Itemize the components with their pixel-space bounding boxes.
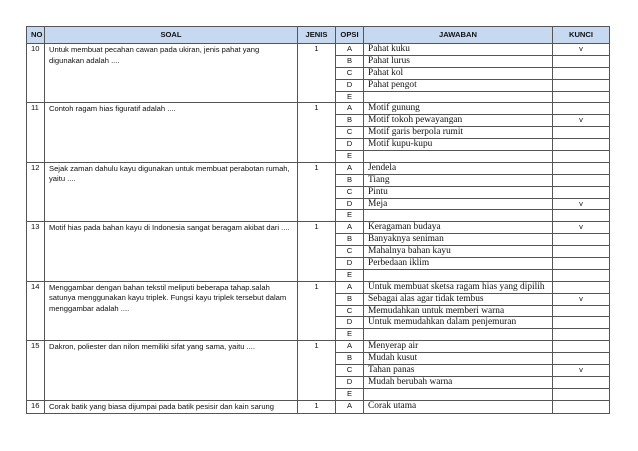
answer-key — [553, 186, 610, 198]
option-letter: D — [336, 198, 364, 210]
answer-text: Banyaknya seniman — [364, 234, 553, 246]
answer-text: Motif tokoh pewayangan — [364, 115, 553, 127]
question-text: Untuk membuat pecahan cawan pada ukiran, jenis pahat yang digunakan adalah .... — [45, 44, 298, 103]
option-letter: A — [336, 222, 364, 234]
answer-text: Mahalnya bahan kayu — [364, 246, 553, 258]
header-jenis: JENIS — [298, 27, 336, 44]
table-row — [27, 400, 610, 413]
answer-text: Keragaman budaya — [364, 222, 553, 234]
answer-text: Perbedaan iklim — [364, 258, 553, 270]
question-type: 1 — [298, 400, 336, 413]
answer-text: Jendela — [364, 162, 553, 174]
option-letter: B — [336, 115, 364, 127]
answer-text: Pahat kol — [364, 67, 553, 79]
question-type: 1 — [298, 103, 336, 162]
header-kunci: KUNCI — [553, 27, 610, 44]
answer-key — [553, 246, 610, 258]
option-letter: C — [336, 365, 364, 377]
answer-text — [364, 329, 553, 341]
option-letter: C — [336, 246, 364, 258]
answer-text: Pahat lurus — [364, 55, 553, 67]
answer-key: v — [553, 293, 610, 305]
answer-key — [553, 79, 610, 91]
answer-key — [553, 329, 610, 341]
option-letter: D — [336, 376, 364, 388]
answer-key: v — [553, 222, 610, 234]
option-letter: A — [336, 400, 364, 413]
header-soal: SOAL — [45, 27, 298, 44]
option-letter: B — [336, 174, 364, 186]
table-row — [27, 341, 610, 353]
answer-key — [553, 388, 610, 400]
answer-key: v — [553, 115, 610, 127]
option-letter: A — [336, 44, 364, 56]
option-letter: D — [336, 79, 364, 91]
answer-text: Meja — [364, 198, 553, 210]
answer-key — [553, 376, 610, 388]
answer-text: Motif garis berpola rumit — [364, 127, 553, 139]
answer-key — [553, 353, 610, 365]
question-text: Menggambar dengan bahan tekstil meliputi beberapa tahap.salah satunya menggunakan kayu triplek. Fungsi kayu triplek tersebut dalam menggambar adalah .... — [45, 281, 298, 340]
option-letter: A — [336, 103, 364, 115]
option-letter: E — [336, 269, 364, 281]
question-text: Sejak zaman dahulu kayu digunakan untuk membuat perabotan rumah, yaitu .... — [45, 162, 298, 221]
answer-key: v — [553, 44, 610, 56]
table-body — [27, 44, 610, 414]
question-number: 11 — [27, 103, 45, 162]
option-letter: C — [336, 186, 364, 198]
table-row — [27, 222, 610, 234]
table-row — [27, 44, 610, 56]
option-letter: E — [336, 388, 364, 400]
option-letter: B — [336, 353, 364, 365]
answer-key — [553, 67, 610, 79]
answer-text — [364, 269, 553, 281]
header-no: NO — [27, 27, 45, 44]
answer-key: v — [553, 198, 610, 210]
header-jawaban: JAWABAN — [364, 27, 553, 44]
answer-key — [553, 400, 610, 413]
answer-text: Pintu — [364, 186, 553, 198]
question-table — [26, 26, 610, 414]
option-letter: C — [336, 67, 364, 79]
question-number: 15 — [27, 341, 45, 400]
answer-text: Motif gunung — [364, 103, 553, 115]
option-letter: C — [336, 305, 364, 317]
option-letter: E — [336, 329, 364, 341]
question-number: 14 — [27, 281, 45, 340]
answer-text — [364, 388, 553, 400]
answer-text — [364, 210, 553, 222]
answer-key — [553, 103, 610, 115]
option-letter: B — [336, 234, 364, 246]
option-letter: E — [336, 210, 364, 222]
option-letter: D — [336, 258, 364, 270]
answer-key — [553, 281, 610, 293]
answer-text: Motif kupu-kupu — [364, 139, 553, 151]
answer-text: Corak utama — [364, 400, 553, 413]
answer-key — [553, 234, 610, 246]
answer-text: Pahat pengot — [364, 79, 553, 91]
option-letter: E — [336, 151, 364, 163]
answer-key — [553, 151, 610, 163]
option-letter: C — [336, 127, 364, 139]
question-number: 13 — [27, 222, 45, 281]
question-text: Motif hias pada bahan kayu di Indonesia sangat beragam akibat dari .... — [45, 222, 298, 281]
answer-key — [553, 91, 610, 103]
question-text: Dakron, poliester dan nilon memiliki sifat yang sama, yaitu .... — [45, 341, 298, 400]
answer-text: Mudah kusut — [364, 353, 553, 365]
answer-key — [553, 258, 610, 270]
question-number: 10 — [27, 44, 45, 103]
option-letter: B — [336, 55, 364, 67]
answer-text: Sebagai alas agar tidak tembus — [364, 293, 553, 305]
answer-key — [553, 210, 610, 222]
answer-key — [553, 162, 610, 174]
table-row — [27, 103, 610, 115]
answer-text: Menyerap air — [364, 341, 553, 353]
option-letter: A — [336, 281, 364, 293]
answer-key — [553, 174, 610, 186]
option-letter: D — [336, 317, 364, 329]
answer-key — [553, 317, 610, 329]
header-opsi: OPSI — [336, 27, 364, 44]
question-type: 1 — [298, 281, 336, 340]
question-type: 1 — [298, 162, 336, 221]
answer-key — [553, 55, 610, 67]
answer-text: Mudah berubah warna — [364, 376, 553, 388]
question-number: 16 — [27, 400, 45, 413]
answer-key — [553, 305, 610, 317]
answer-key — [553, 269, 610, 281]
answer-text: Tahan panas — [364, 365, 553, 377]
option-letter: E — [336, 91, 364, 103]
question-type: 1 — [298, 44, 336, 103]
table-header-row — [27, 27, 610, 44]
question-number: 12 — [27, 162, 45, 221]
answer-key — [553, 341, 610, 353]
answer-text — [364, 151, 553, 163]
table-row — [27, 281, 610, 293]
answer-key: v — [553, 365, 610, 377]
question-type: 1 — [298, 222, 336, 281]
answer-key — [553, 139, 610, 151]
option-letter: B — [336, 293, 364, 305]
question-text: Corak batik yang biasa dijumpai pada batik pesisir dan kain sarung — [45, 400, 298, 413]
answer-key — [553, 127, 610, 139]
answer-text: Untuk membuat sketsa ragam hias yang dipilih — [364, 281, 553, 293]
table-row — [27, 162, 610, 174]
answer-text — [364, 91, 553, 103]
answer-text: Memudahkan untuk memberi warna — [364, 305, 553, 317]
option-letter: A — [336, 162, 364, 174]
option-letter: A — [336, 341, 364, 353]
answer-text: Untuk memudahkan dalam penjemuran — [364, 317, 553, 329]
option-letter: D — [336, 139, 364, 151]
answer-text: Tiang — [364, 174, 553, 186]
question-text: Contoh ragam hias figuratif adalah .... — [45, 103, 298, 162]
question-type: 1 — [298, 341, 336, 400]
answer-text: Pahat kuku — [364, 44, 553, 56]
